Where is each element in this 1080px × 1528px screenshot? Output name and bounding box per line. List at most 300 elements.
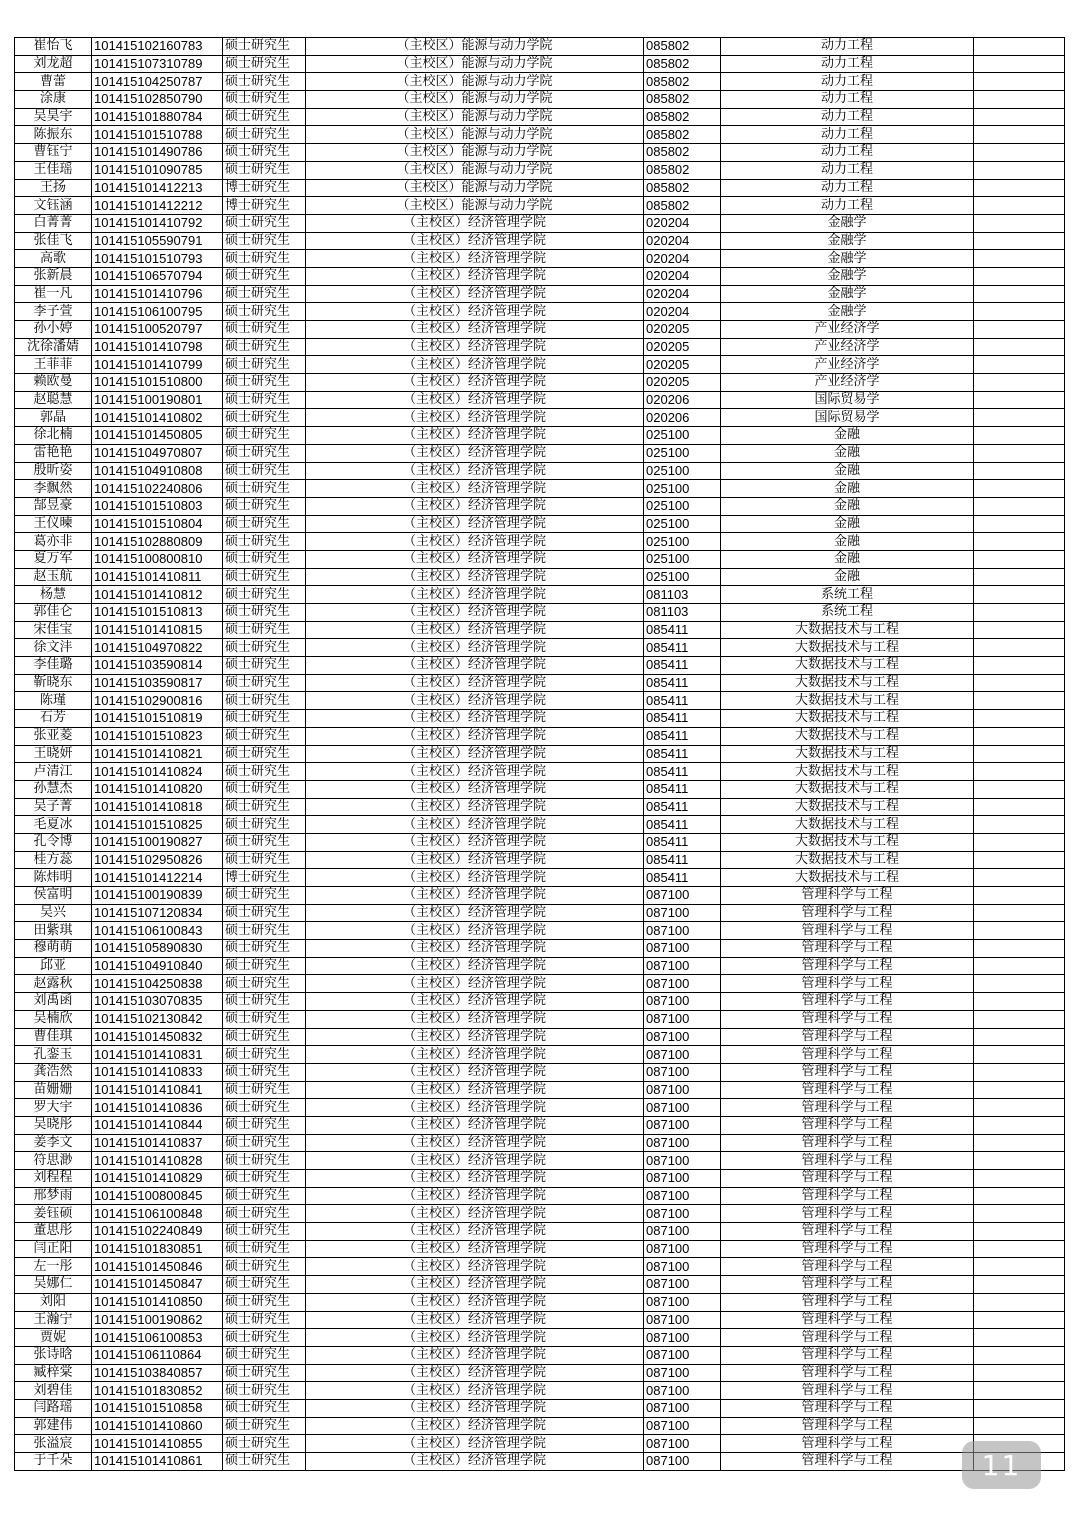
student-type-cell: 硕士研究生: [223, 1453, 306, 1471]
major-code-cell: 081103: [644, 604, 721, 622]
table-row: [15, 73, 1065, 91]
table-row: [15, 1240, 1065, 1258]
note-cell: [974, 1081, 1065, 1099]
table-row: [15, 780, 1065, 798]
student-type-cell: 硕士研究生: [223, 91, 306, 109]
note-cell: [974, 887, 1065, 905]
table-row: [15, 586, 1065, 604]
major-code-cell: 085411: [644, 869, 721, 887]
college-cell: （主校区）经济管理学院: [306, 1382, 644, 1400]
student-type-cell: 硕士研究生: [223, 1099, 306, 1117]
student-type-cell: 硕士研究生: [223, 1293, 306, 1311]
note-cell: [974, 957, 1065, 975]
major-name-cell: 动力工程: [721, 144, 974, 162]
note-cell: [974, 250, 1065, 268]
student-name-cell: 陈振东: [15, 126, 92, 144]
page-number-badge[interactable]: 11: [962, 1441, 1041, 1489]
major-name-cell: 金融: [721, 550, 974, 568]
college-cell: （主校区）经济管理学院: [306, 639, 644, 657]
exam-number-cell: 101415101450805: [92, 427, 223, 445]
table-row: [15, 179, 1065, 197]
major-code-cell: 020204: [644, 250, 721, 268]
student-name-cell: 刘阳: [15, 1293, 92, 1311]
college-cell: （主校区）经济管理学院: [306, 1276, 644, 1294]
student-type-cell: 硕士研究生: [223, 1170, 306, 1188]
exam-number-cell: 101415101450847: [92, 1276, 223, 1294]
major-code-cell: 020206: [644, 391, 721, 409]
exam-number-cell: 101415104910840: [92, 957, 223, 975]
student-type-cell: 硕士研究生: [223, 1399, 306, 1417]
student-name-cell: 张新晨: [15, 267, 92, 285]
major-name-cell: 管理科学与工程: [721, 1240, 974, 1258]
college-cell: （主校区）能源与动力学院: [306, 108, 644, 126]
note-cell: [974, 427, 1065, 445]
major-name-cell: 大数据技术与工程: [721, 763, 974, 781]
major-code-cell: 087100: [644, 1417, 721, 1435]
major-name-cell: 管理科学与工程: [721, 1116, 974, 1134]
major-code-cell: 087100: [644, 1399, 721, 1417]
note-cell: [974, 144, 1065, 162]
major-name-cell: 系统工程: [721, 586, 974, 604]
major-code-cell: 087100: [644, 1081, 721, 1099]
exam-number-cell: 101415101510813: [92, 604, 223, 622]
student-name-cell: 臧梓棠: [15, 1364, 92, 1382]
major-code-cell: 081103: [644, 586, 721, 604]
college-cell: （主校区）经济管理学院: [306, 727, 644, 745]
student-name-cell: 赵聪慧: [15, 391, 92, 409]
college-cell: （主校区）经济管理学院: [306, 657, 644, 675]
note-cell: [974, 161, 1065, 179]
table-row: [15, 1028, 1065, 1046]
major-name-cell: 产业经济学: [721, 356, 974, 374]
student-name-cell: 葛亦非: [15, 533, 92, 551]
college-cell: （主校区）能源与动力学院: [306, 91, 644, 109]
note-cell: [974, 710, 1065, 728]
major-code-cell: 087100: [644, 1311, 721, 1329]
major-name-cell: 管理科学与工程: [721, 1099, 974, 1117]
major-name-cell: 金融学: [721, 250, 974, 268]
student-name-cell: 苗姗姗: [15, 1081, 92, 1099]
note-cell: [974, 621, 1065, 639]
major-code-cell: 085802: [644, 144, 721, 162]
major-name-cell: 管理科学与工程: [721, 1223, 974, 1241]
major-name-cell: 管理科学与工程: [721, 1382, 974, 1400]
major-name-cell: 管理科学与工程: [721, 1205, 974, 1223]
note-cell: [974, 586, 1065, 604]
major-code-cell: 087100: [644, 1010, 721, 1028]
student-name-cell: 郜昱豪: [15, 497, 92, 515]
major-code-cell: 085411: [644, 851, 721, 869]
student-name-cell: 侯富明: [15, 887, 92, 905]
exam-number-cell: 101415101412214: [92, 869, 223, 887]
student-name-cell: 曹钰宁: [15, 144, 92, 162]
exam-number-cell: 101415101880784: [92, 108, 223, 126]
note-cell: [974, 409, 1065, 427]
note-cell: [974, 1170, 1065, 1188]
note-cell: [974, 1364, 1065, 1382]
exam-number-cell: 101415100190801: [92, 391, 223, 409]
exam-number-cell: 101415102950826: [92, 851, 223, 869]
table-row: [15, 1134, 1065, 1152]
student-name-cell: 崔一凡: [15, 285, 92, 303]
college-cell: （主校区）经济管理学院: [306, 1435, 644, 1453]
note-cell: [974, 1046, 1065, 1064]
table-row: [15, 833, 1065, 851]
table-row: [15, 1346, 1065, 1364]
college-cell: （主校区）经济管理学院: [306, 1311, 644, 1329]
student-type-cell: 硕士研究生: [223, 427, 306, 445]
major-name-cell: 大数据技术与工程: [721, 727, 974, 745]
note-cell: [974, 922, 1065, 940]
college-cell: （主校区）经济管理学院: [306, 869, 644, 887]
note-cell: [974, 1134, 1065, 1152]
note-cell: [974, 91, 1065, 109]
college-cell: （主校区）经济管理学院: [306, 621, 644, 639]
student-name-cell: 曹佳琪: [15, 1028, 92, 1046]
table-row: [15, 692, 1065, 710]
exam-number-cell: 101415100190827: [92, 833, 223, 851]
major-name-cell: 动力工程: [721, 179, 974, 197]
student-name-cell: 靳晓东: [15, 674, 92, 692]
major-code-cell: 087100: [644, 1435, 721, 1453]
table-row: [15, 144, 1065, 162]
note-cell: [974, 232, 1065, 250]
student-name-cell: 吴楠欣: [15, 1010, 92, 1028]
exam-number-cell: 101415102160783: [92, 38, 223, 56]
student-name-cell: 赵露秋: [15, 975, 92, 993]
student-type-cell: 硕士研究生: [223, 816, 306, 834]
major-name-cell: 动力工程: [721, 38, 974, 56]
note-cell: [974, 1311, 1065, 1329]
college-cell: （主校区）经济管理学院: [306, 710, 644, 728]
note-cell: [974, 833, 1065, 851]
student-type-cell: 硕士研究生: [223, 1010, 306, 1028]
exam-number-cell: 101415102130842: [92, 1010, 223, 1028]
college-cell: （主校区）经济管理学院: [306, 550, 644, 568]
student-type-cell: 硕士研究生: [223, 621, 306, 639]
student-type-cell: 硕士研究生: [223, 1435, 306, 1453]
note-cell: [974, 869, 1065, 887]
note-cell: [974, 657, 1065, 675]
college-cell: （主校区）经济管理学院: [306, 957, 644, 975]
student-type-cell: 硕士研究生: [223, 108, 306, 126]
table-row: [15, 568, 1065, 586]
table-row: [15, 1010, 1065, 1028]
major-code-cell: 085411: [644, 674, 721, 692]
major-code-cell: 025100: [644, 427, 721, 445]
student-name-cell: 孔銮玉: [15, 1046, 92, 1064]
table-row: [15, 1116, 1065, 1134]
table-row: [15, 250, 1065, 268]
student-type-cell: 硕士研究生: [223, 1028, 306, 1046]
student-type-cell: 硕士研究生: [223, 780, 306, 798]
college-cell: （主校区）能源与动力学院: [306, 38, 644, 56]
table-row: [15, 745, 1065, 763]
major-code-cell: 025100: [644, 550, 721, 568]
exam-number-cell: 101415101410802: [92, 409, 223, 427]
major-code-cell: 020204: [644, 214, 721, 232]
college-cell: （主校区）经济管理学院: [306, 692, 644, 710]
major-code-cell: 020205: [644, 356, 721, 374]
college-cell: （主校区）经济管理学院: [306, 798, 644, 816]
note-cell: [974, 391, 1065, 409]
student-type-cell: 硕士研究生: [223, 1240, 306, 1258]
college-cell: （主校区）经济管理学院: [306, 232, 644, 250]
note-cell: [974, 533, 1065, 551]
student-type-cell: 硕士研究生: [223, 374, 306, 392]
student-name-cell: 涂康: [15, 91, 92, 109]
major-name-cell: 动力工程: [721, 126, 974, 144]
student-name-cell: 李子萱: [15, 303, 92, 321]
exam-number-cell: 101415101510800: [92, 374, 223, 392]
note-cell: [974, 497, 1065, 515]
student-name-cell: 穆萌萌: [15, 940, 92, 958]
student-name-cell: 张溢宸: [15, 1435, 92, 1453]
student-name-cell: 赵玉航: [15, 568, 92, 586]
exam-number-cell: 101415104970822: [92, 639, 223, 657]
student-type-cell: 硕士研究生: [223, 657, 306, 675]
table-row: [15, 1081, 1065, 1099]
college-cell: （主校区）经济管理学院: [306, 887, 644, 905]
college-cell: （主校区）经济管理学院: [306, 462, 644, 480]
student-type-cell: 硕士研究生: [223, 232, 306, 250]
major-name-cell: 产业经济学: [721, 338, 974, 356]
student-type-cell: 硕士研究生: [223, 1346, 306, 1364]
note-cell: [974, 1099, 1065, 1117]
note-cell: [974, 1382, 1065, 1400]
college-cell: （主校区）经济管理学院: [306, 409, 644, 427]
major-name-cell: 管理科学与工程: [721, 1258, 974, 1276]
major-code-cell: 085802: [644, 161, 721, 179]
major-code-cell: 085411: [644, 657, 721, 675]
exam-number-cell: 101415101510803: [92, 497, 223, 515]
student-type-cell: 博士研究生: [223, 869, 306, 887]
major-name-cell: 管理科学与工程: [721, 1276, 974, 1294]
major-code-cell: 087100: [644, 1116, 721, 1134]
note-cell: [974, 1187, 1065, 1205]
exam-number-cell: 101415100190862: [92, 1311, 223, 1329]
table-row: [15, 1293, 1065, 1311]
note-cell: [974, 1028, 1065, 1046]
major-name-cell: 管理科学与工程: [721, 904, 974, 922]
table-row: [15, 1399, 1065, 1417]
college-cell: （主校区）经济管理学院: [306, 1223, 644, 1241]
college-cell: （主校区）经济管理学院: [306, 975, 644, 993]
student-name-cell: 徐北楠: [15, 427, 92, 445]
note-cell: [974, 515, 1065, 533]
college-cell: （主校区）经济管理学院: [306, 1063, 644, 1081]
student-type-cell: 硕士研究生: [223, 993, 306, 1011]
college-cell: （主校区）经济管理学院: [306, 1240, 644, 1258]
student-type-cell: 硕士研究生: [223, 550, 306, 568]
note-cell: [974, 1205, 1065, 1223]
student-name-cell: 王仪暕: [15, 515, 92, 533]
major-name-cell: 大数据技术与工程: [721, 674, 974, 692]
table-row: [15, 621, 1065, 639]
major-code-cell: 087100: [644, 1382, 721, 1400]
college-cell: （主校区）经济管理学院: [306, 303, 644, 321]
student-name-cell: 夏万军: [15, 550, 92, 568]
major-code-cell: 020205: [644, 374, 721, 392]
major-code-cell: 087100: [644, 1152, 721, 1170]
exam-number-cell: 101415102850790: [92, 91, 223, 109]
table-row: [15, 214, 1065, 232]
major-code-cell: 087100: [644, 1099, 721, 1117]
major-name-cell: 管理科学与工程: [721, 957, 974, 975]
college-cell: （主校区）经济管理学院: [306, 1205, 644, 1223]
major-code-cell: 087100: [644, 1134, 721, 1152]
table-row: [15, 1258, 1065, 1276]
student-type-cell: 硕士研究生: [223, 444, 306, 462]
note-cell: [974, 1258, 1065, 1276]
exam-number-cell: 101415106100853: [92, 1329, 223, 1347]
student-name-cell: 邱亚: [15, 957, 92, 975]
student-type-cell: 硕士研究生: [223, 303, 306, 321]
exam-number-cell: 101415101490786: [92, 144, 223, 162]
student-type-cell: 硕士研究生: [223, 904, 306, 922]
major-name-cell: 金融: [721, 427, 974, 445]
college-cell: （主校区）经济管理学院: [306, 745, 644, 763]
major-name-cell: 大数据技术与工程: [721, 816, 974, 834]
major-code-cell: 085802: [644, 108, 721, 126]
major-name-cell: 管理科学与工程: [721, 940, 974, 958]
major-code-cell: 085802: [644, 197, 721, 215]
college-cell: （主校区）经济管理学院: [306, 267, 644, 285]
student-type-cell: 硕士研究生: [223, 604, 306, 622]
student-name-cell: 刘禹函: [15, 993, 92, 1011]
table-row: [15, 1046, 1065, 1064]
student-type-cell: 硕士研究生: [223, 1081, 306, 1099]
college-cell: （主校区）能源与动力学院: [306, 55, 644, 73]
student-type-cell: 硕士研究生: [223, 922, 306, 940]
major-code-cell: 087100: [644, 1346, 721, 1364]
student-name-cell: 龚浩然: [15, 1063, 92, 1081]
note-cell: [974, 1346, 1065, 1364]
student-name-cell: 杨慧: [15, 586, 92, 604]
major-code-cell: 087100: [644, 1453, 721, 1471]
table-row: [15, 267, 1065, 285]
table-row: [15, 55, 1065, 73]
table-row: [15, 798, 1065, 816]
major-name-cell: 管理科学与工程: [721, 1435, 974, 1453]
major-code-cell: 020204: [644, 267, 721, 285]
student-name-cell: 闫正阳: [15, 1240, 92, 1258]
student-name-cell: 吴子菁: [15, 798, 92, 816]
major-name-cell: 系统工程: [721, 604, 974, 622]
student-type-cell: 硕士研究生: [223, 338, 306, 356]
student-type-cell: 硕士研究生: [223, 692, 306, 710]
exam-number-cell: 101415100800845: [92, 1187, 223, 1205]
major-name-cell: 管理科学与工程: [721, 1417, 974, 1435]
student-type-cell: 硕士研究生: [223, 1364, 306, 1382]
major-name-cell: 管理科学与工程: [721, 1170, 974, 1188]
note-cell: [974, 1063, 1065, 1081]
table-row: [15, 674, 1065, 692]
exam-number-cell: 101415101410815: [92, 621, 223, 639]
major-code-cell: 087100: [644, 1258, 721, 1276]
major-name-cell: 金融学: [721, 232, 974, 250]
student-type-cell: 硕士研究生: [223, 851, 306, 869]
major-code-cell: 085802: [644, 73, 721, 91]
table-row: [15, 232, 1065, 250]
college-cell: （主校区）经济管理学院: [306, 1152, 644, 1170]
student-name-cell: 孙慧杰: [15, 780, 92, 798]
student-type-cell: 硕士研究生: [223, 250, 306, 268]
major-name-cell: 管理科学与工程: [721, 1010, 974, 1028]
major-name-cell: 管理科学与工程: [721, 993, 974, 1011]
note-cell: [974, 462, 1065, 480]
major-name-cell: 动力工程: [721, 161, 974, 179]
major-name-cell: 大数据技术与工程: [721, 657, 974, 675]
note-cell: [974, 975, 1065, 993]
table-row: [15, 38, 1065, 56]
note-cell: [974, 179, 1065, 197]
note-cell: [974, 267, 1065, 285]
student-type-cell: 硕士研究生: [223, 1417, 306, 1435]
table-row: [15, 1435, 1065, 1453]
table-row: [15, 657, 1065, 675]
exam-number-cell: 101415101410811: [92, 568, 223, 586]
student-name-cell: 刘龙超: [15, 55, 92, 73]
major-code-cell: 087100: [644, 1364, 721, 1382]
major-code-cell: 087100: [644, 957, 721, 975]
table-row: [15, 904, 1065, 922]
major-code-cell: 025100: [644, 462, 721, 480]
exam-number-cell: 101415101410837: [92, 1134, 223, 1152]
student-name-cell: 李飘然: [15, 480, 92, 498]
major-name-cell: 管理科学与工程: [721, 1293, 974, 1311]
note-cell: [974, 993, 1065, 1011]
table-row: [15, 126, 1065, 144]
exam-number-cell: 101415101090785: [92, 161, 223, 179]
major-code-cell: 020204: [644, 285, 721, 303]
student-name-cell: 曹蕾: [15, 73, 92, 91]
exam-number-cell: 101415101410798: [92, 338, 223, 356]
college-cell: （主校区）经济管理学院: [306, 1346, 644, 1364]
note-cell: [974, 1116, 1065, 1134]
exam-number-cell: 101415104910808: [92, 462, 223, 480]
college-cell: （主校区）经济管理学院: [306, 515, 644, 533]
student-type-cell: 硕士研究生: [223, 409, 306, 427]
exam-number-cell: 101415101410850: [92, 1293, 223, 1311]
college-cell: （主校区）经济管理学院: [306, 604, 644, 622]
major-name-cell: 国际贸易学: [721, 391, 974, 409]
note-cell: [974, 374, 1065, 392]
major-code-cell: 087100: [644, 940, 721, 958]
student-name-cell: 左一彤: [15, 1258, 92, 1276]
exam-number-cell: 101415106100843: [92, 922, 223, 940]
table-row: [15, 409, 1065, 427]
college-cell: （主校区）经济管理学院: [306, 1329, 644, 1347]
table-row: [15, 197, 1065, 215]
exam-number-cell: 101415101412212: [92, 197, 223, 215]
student-type-cell: 硕士研究生: [223, 1046, 306, 1064]
major-name-cell: 管理科学与工程: [721, 1134, 974, 1152]
major-name-cell: 大数据技术与工程: [721, 798, 974, 816]
exam-number-cell: 101415101410860: [92, 1417, 223, 1435]
student-name-cell: 郭佳仑: [15, 604, 92, 622]
major-code-cell: 020205: [644, 321, 721, 339]
table-row: [15, 1276, 1065, 1294]
note-cell: [974, 816, 1065, 834]
major-name-cell: 大数据技术与工程: [721, 851, 974, 869]
student-type-cell: 硕士研究生: [223, 1311, 306, 1329]
college-cell: （主校区）经济管理学院: [306, 674, 644, 692]
major-name-cell: 管理科学与工程: [721, 922, 974, 940]
college-cell: （主校区）经济管理学院: [306, 1417, 644, 1435]
student-name-cell: 张亚菱: [15, 727, 92, 745]
major-name-cell: 产业经济学: [721, 321, 974, 339]
